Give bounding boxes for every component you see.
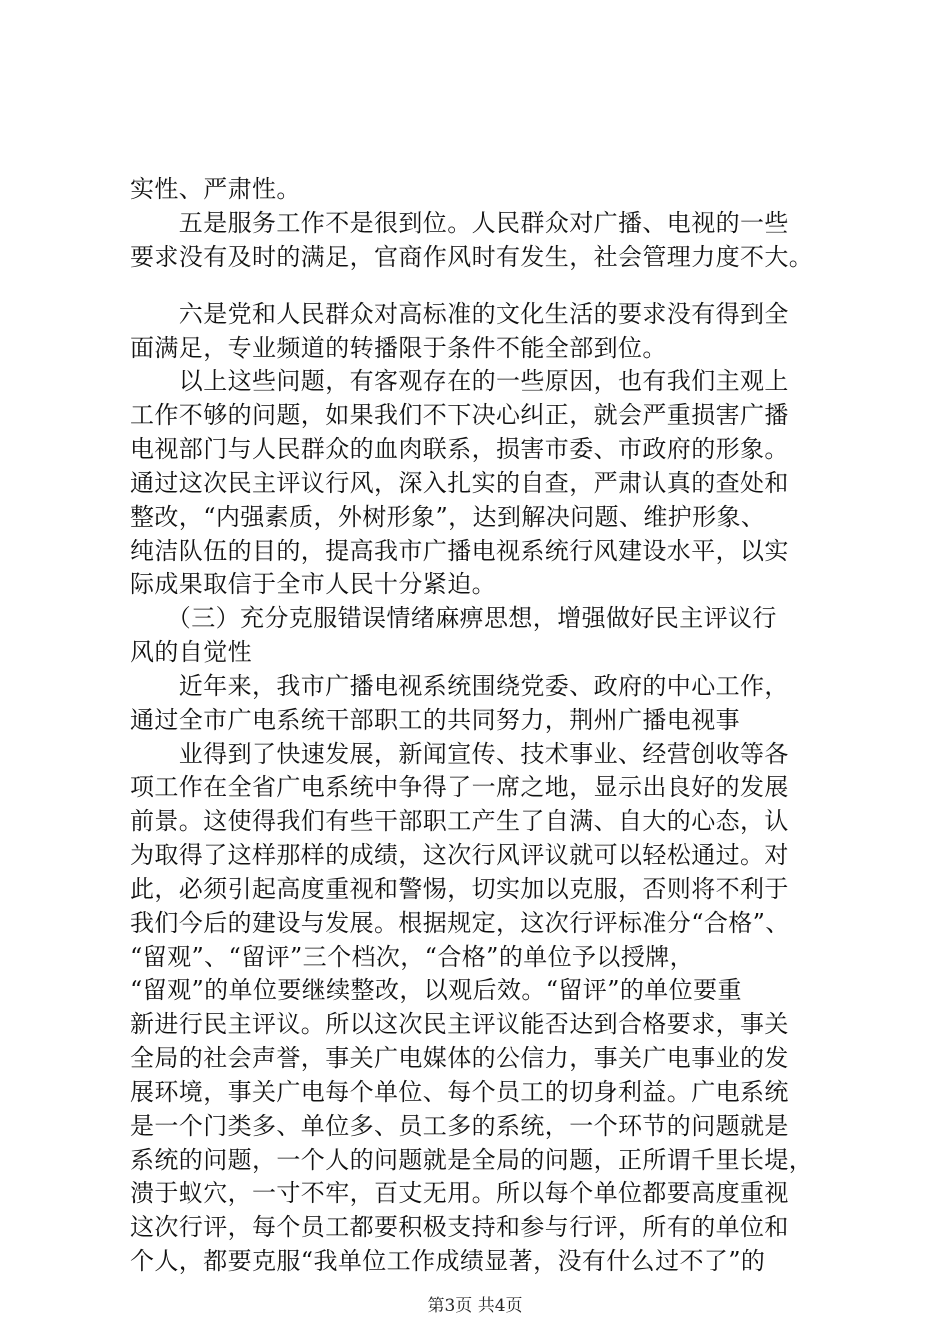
text-line: 展环境，事关广电每个单位、每个员工的切身利益。广电系统: [130, 1078, 789, 1106]
text-line: 际成果取信于全市人民十分紧迫。: [130, 570, 496, 598]
text-line: 项工作在全省广电系统中争得了一席之地，显示出良好的发展: [130, 773, 789, 801]
text-line: 个人，都要克服“我单位工作成绩显著，没有什么过不了”的: [130, 1247, 766, 1275]
page-number: 第3页 共4页: [427, 1296, 523, 1316]
text-line: 要求没有及时的满足，官商作风时有发生，社会管理力度不大。: [130, 243, 814, 271]
text-line: 业得到了快速发展，新闻宣传、技术事业、经营创收等各: [130, 740, 789, 768]
text-line: “留观”的单位要继续整改，以观后效。“留评”的单位要重: [130, 976, 742, 1004]
text-line: 近年来，我市广播电视系统围绕党委、政府的中心工作，: [130, 672, 789, 700]
text-line: “留观”、“留评”三个档次，“合格”的单位予以授牌，: [130, 943, 695, 971]
text-line: 整改，“内强素质，外树形象”，达到解决问题、维护形象、: [130, 503, 766, 531]
text-line: 我们今后的建设与发展。根据规定，这次行评标准分“合格”、: [130, 909, 790, 937]
text-line: 是一个门类多、单位多、员工多的系统，一个环节的问题就是: [130, 1112, 789, 1140]
text-line: 五是服务工作不是很到位。人民群众对广播、电视的一些: [130, 209, 789, 237]
text-line: 这次行评，每个员工都要积极支持和参与行评，所有的单位和: [130, 1213, 789, 1241]
text-line: 新进行民主评议。所以这次民主评议能否达到合格要求，事关: [130, 1010, 789, 1038]
text-line: 电视部门与人民群众的血肉联系，损害市委、市政府的形象。: [130, 435, 789, 463]
text-line: 实性、严肃性。: [130, 175, 301, 203]
text-line: 此，必须引起高度重视和警惕，切实加以克服，否则将不利于: [130, 875, 789, 903]
text-line: 纯洁队伍的目的，提高我市广播电视系统行风建设水平，以实: [130, 537, 789, 565]
text-line: 全局的社会声誉，事关广电媒体的公信力，事关广电事业的发: [130, 1044, 789, 1072]
section-heading-line: 风的自觉性: [130, 638, 252, 666]
text-line: 以上这些问题，有客观存在的一些原因，也有我们主观上: [130, 367, 789, 395]
text-line: 前景。这使得我们有些干部职工产生了自满、自大的心态，认: [130, 807, 789, 835]
text-line: 通过全市广电系统干部职工的共同努力，荆州广播电视事: [130, 706, 740, 734]
text-line: 六是党和人民群众对高标准的文化生活的要求没有得到全: [130, 300, 789, 328]
text-line: 溃于蚁穴，一寸不牢，百丈无用。所以每个单位都要高度重视: [130, 1179, 789, 1207]
text-line: 面满足，专业频道的转播限于条件不能全部到位。: [130, 334, 667, 362]
text-line: 工作不够的问题，如果我们不下决心纠正，就会严重损害广播: [130, 401, 789, 429]
section-heading-line: （三）充分克服错误情绪麻痹思想，增强做好民主评议行: [130, 604, 777, 632]
text-line: 通过这次民主评议行风，深入扎实的自查，严肃认真的查处和: [130, 469, 789, 497]
text-line: 系统的问题，一个人的问题就是全局的问题，正所谓千里长堤，: [130, 1146, 814, 1174]
text-line: 为取得了这样那样的成绩，这次行风评议就可以轻松通过。对: [130, 841, 789, 869]
